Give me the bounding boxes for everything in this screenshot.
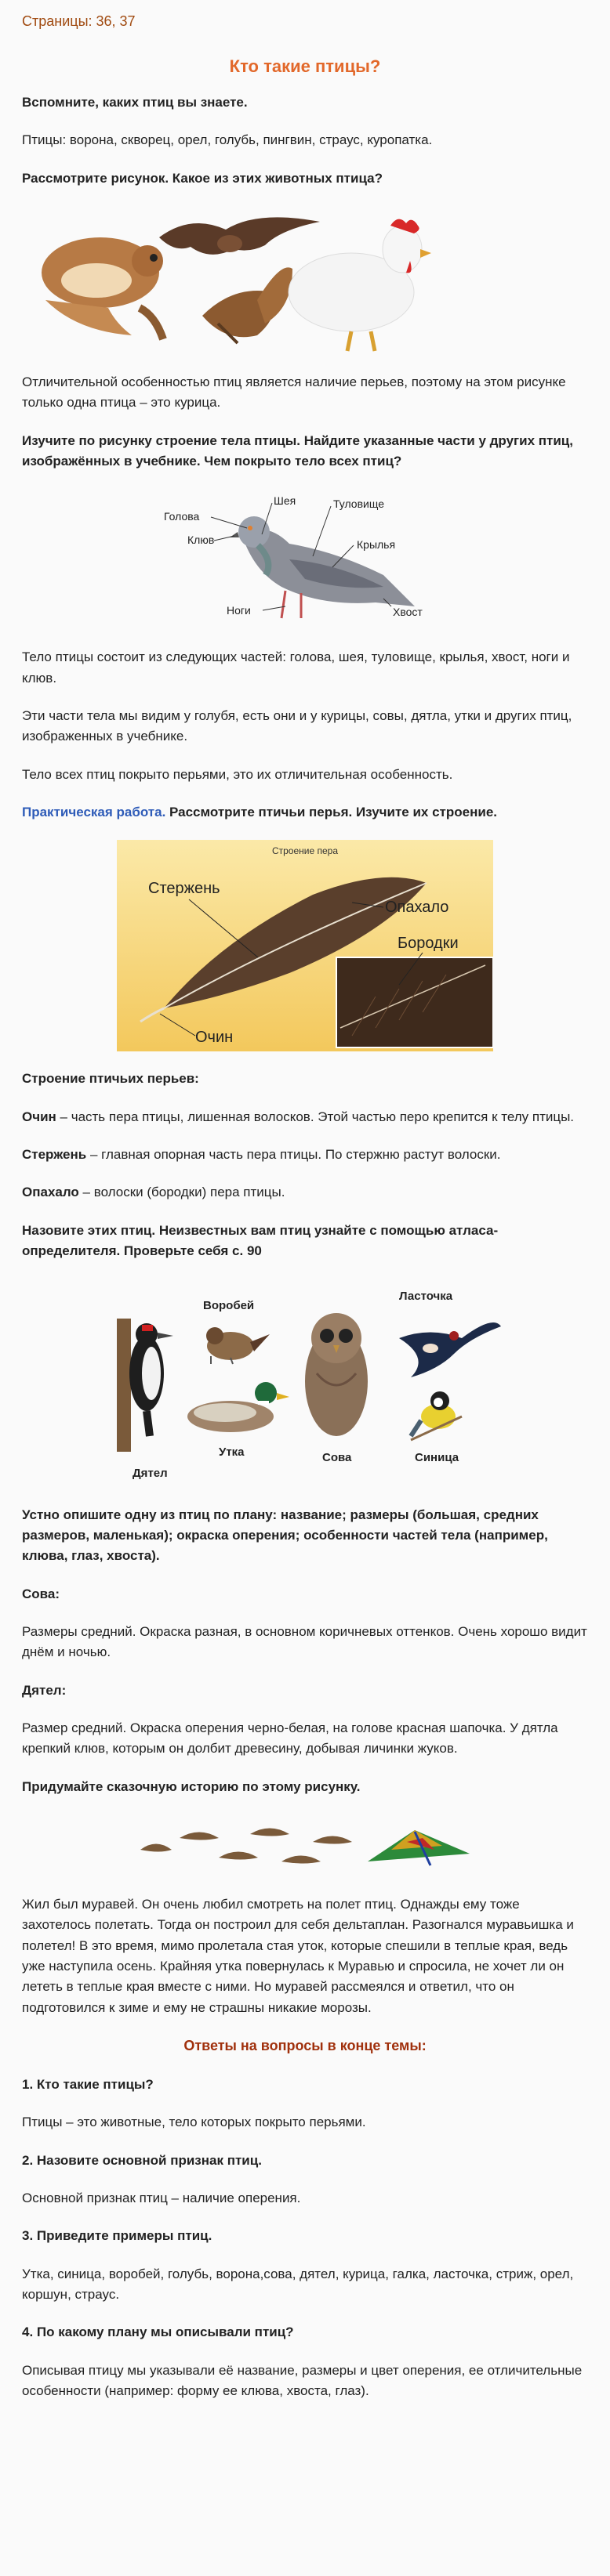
label-neck: Шея bbox=[274, 494, 296, 508]
swallow-image bbox=[399, 1322, 501, 1377]
answers-title: Ответы на вопросы в конце темы: bbox=[183, 2038, 427, 2054]
practice-work-link[interactable]: Практическая работа. bbox=[22, 805, 166, 820]
label-legs: Ноги bbox=[227, 604, 251, 617]
label-wings: Крылья bbox=[357, 538, 396, 552]
question-3: Изучите по рисунку строение тела птицы. Найдите указанные части у других птиц, изображённых в учебнике. Чем покрыто тело всех птиц? bbox=[22, 432, 573, 469]
label-woodpecker: Дятел bbox=[133, 1466, 168, 1480]
flying-squirrel-image bbox=[42, 237, 163, 339]
end-question-3: 3. Приведите примеры птиц. bbox=[22, 2228, 212, 2244]
owl-heading: Сова: bbox=[22, 1586, 60, 1601]
moth-image bbox=[202, 267, 292, 343]
end-answer-3: Утка, синица, воробей, голубь, ворона,сова, дятел, курица, галка, ласточка, стриж, орел, коршун, страус. bbox=[22, 2266, 574, 2302]
answer-3-birds: Эти части тела мы видим у голубя, есть они и у курицы, совы, дятла, утки и других птиц, изображенных в учебнике. bbox=[22, 708, 572, 744]
practice-work bbox=[22, 802, 588, 823]
birds-illustration bbox=[101, 1279, 509, 1483]
pigeon-image bbox=[230, 516, 415, 618]
question-2: Рассмотрите рисунок. Какое из этих животных птица? bbox=[22, 170, 383, 186]
answer-2: Отличительной особенностью птиц является наличие перьев, поэтому на этом рисунке только одна птица – это курица. bbox=[22, 374, 566, 411]
sparrow-image bbox=[206, 1327, 270, 1364]
woodpecker-description: Размер средний. Окраска оперения черно-белая, на голове красная шапочка. У дятла крепкий клюв, которым он долбит древесину, добывая личинки жуков. bbox=[22, 1720, 558, 1757]
term-quill: Очин bbox=[22, 1109, 56, 1124]
answer-1: Птицы: ворона, скворец, орел, голубь, пингвин, страус, куропатка. bbox=[22, 132, 433, 148]
end-answer-2: Основной признак птиц – наличие оперения. bbox=[22, 2190, 301, 2205]
label-head: Голова bbox=[164, 510, 200, 523]
end-question-2: 2. Назовите основной признак птиц. bbox=[22, 2152, 262, 2168]
owl-description: Размеры средний. Окраска разная, в основном коричневых оттенков. Очень хорошо видит днём и ночью. bbox=[22, 1623, 587, 1660]
def-vane: – волоски (бородки) пера птицы. bbox=[78, 1185, 285, 1200]
label-beak: Клюв bbox=[187, 534, 215, 547]
animals-illustration bbox=[22, 206, 586, 355]
label-vane: Опахало bbox=[385, 899, 449, 917]
end-answer-4: Описывая птицу мы указывали её название, размеры и цвет оперения, ее отличительные особенности (например: форму ее клюва, хвоста, глаз). bbox=[22, 2362, 583, 2398]
practice-work-text: Рассмотрите птичьи перья. Изучите их строение. bbox=[165, 805, 498, 820]
label-tit: Синица bbox=[415, 1450, 459, 1464]
label-shaft: Стержень bbox=[148, 880, 220, 898]
question-4: Назовите этих птиц. Неизвестных вам птиц узнайте с помощью атласа-определителя. Проверьте себя с. 90 bbox=[22, 1222, 499, 1259]
feather-diagram bbox=[117, 840, 493, 1051]
owl-image bbox=[305, 1313, 368, 1436]
def-quill: – часть пера птицы, лишенная волосков. Этой частью перо крепится к телу птицы. bbox=[56, 1109, 575, 1124]
bat-image bbox=[159, 217, 320, 254]
feather-vane-def bbox=[22, 1182, 588, 1203]
ducks-hangglider-illustration bbox=[133, 1814, 477, 1877]
answer-3-parts: Тело птицы состоит из следующих частей: голова, шея, туловище, крылья, хвост, ноги и клюв. bbox=[22, 649, 570, 686]
question-5: Устно опишите одну из птиц по плану: название; размеры (большая, средних размеров, маленькая); окраска оперения; особенности частей тела (например, клюва, глаз, хвоста). bbox=[22, 1507, 548, 1564]
chicken-image bbox=[289, 219, 431, 351]
label-quill: Очин bbox=[195, 1029, 234, 1047]
feather-shaft-def bbox=[22, 1145, 588, 1165]
story-text: Жил был муравей. Он очень любил смотреть на полет птиц. Однажды ему тоже захотелось полетать. Тогда он построил для себя дельтаплан. Разогнался муравьишка и полетел! В это время, мимо пролетала стая уток, которые спешили в теплые края, ведь уже наступила осень. Крайняя утка повернулась к Муравью и спросила, не хочет ли он лететь в теплые края вместе с ними. Но муравей рассмеялся и ответил, что он подготовился к зиме и ему не страшны никакие морозы. bbox=[22, 1896, 574, 2015]
hang-glider-image bbox=[368, 1830, 470, 1865]
label-trunk: Туловище bbox=[333, 497, 384, 511]
feather-heading: Строение птичьих перьев: bbox=[22, 1071, 199, 1087]
term-shaft: Стержень bbox=[22, 1147, 87, 1163]
duck-image bbox=[187, 1382, 289, 1432]
flying-ducks-image bbox=[140, 1828, 352, 1863]
woodpecker-image bbox=[117, 1319, 173, 1452]
def-shaft: – главная опорная часть пера птицы. По стержню растут волоски. bbox=[86, 1147, 501, 1163]
tit-image bbox=[411, 1391, 462, 1440]
end-question-4: 4. По какому плану мы описывали птиц? bbox=[22, 2325, 294, 2340]
label-owl: Сова bbox=[322, 1450, 352, 1464]
feather-title: Строение пера bbox=[271, 845, 339, 857]
pigeon-diagram bbox=[148, 489, 462, 630]
label-barbs: Бородки bbox=[398, 935, 459, 953]
term-vane: Опахало bbox=[22, 1185, 79, 1200]
question-6: Придумайте сказочную историю по этому рисунку. bbox=[22, 1778, 361, 1794]
question-1: Вспомните, каких птиц вы знаете. bbox=[22, 94, 248, 110]
end-answer-1: Птицы – это животные, тело которых покрыто перьями. bbox=[22, 2115, 366, 2130]
label-sparrow: Воробей bbox=[203, 1298, 255, 1312]
label-tail: Хвост bbox=[393, 606, 423, 619]
answer-3-feathers: Тело всех птиц покрыто перьями, это их отличительная особенность. bbox=[22, 766, 453, 782]
end-question-1: 1. Кто такие птицы? bbox=[22, 2076, 154, 2092]
feather-quill-def bbox=[22, 1107, 588, 1127]
label-duck: Утка bbox=[219, 1445, 245, 1459]
page-title: Кто такие птицы? bbox=[229, 56, 381, 76]
woodpecker-heading: Дятел: bbox=[22, 1682, 67, 1698]
label-swallow: Ласточка bbox=[399, 1289, 453, 1303]
page-numbers: Страницы: 36, 37 bbox=[22, 13, 136, 29]
